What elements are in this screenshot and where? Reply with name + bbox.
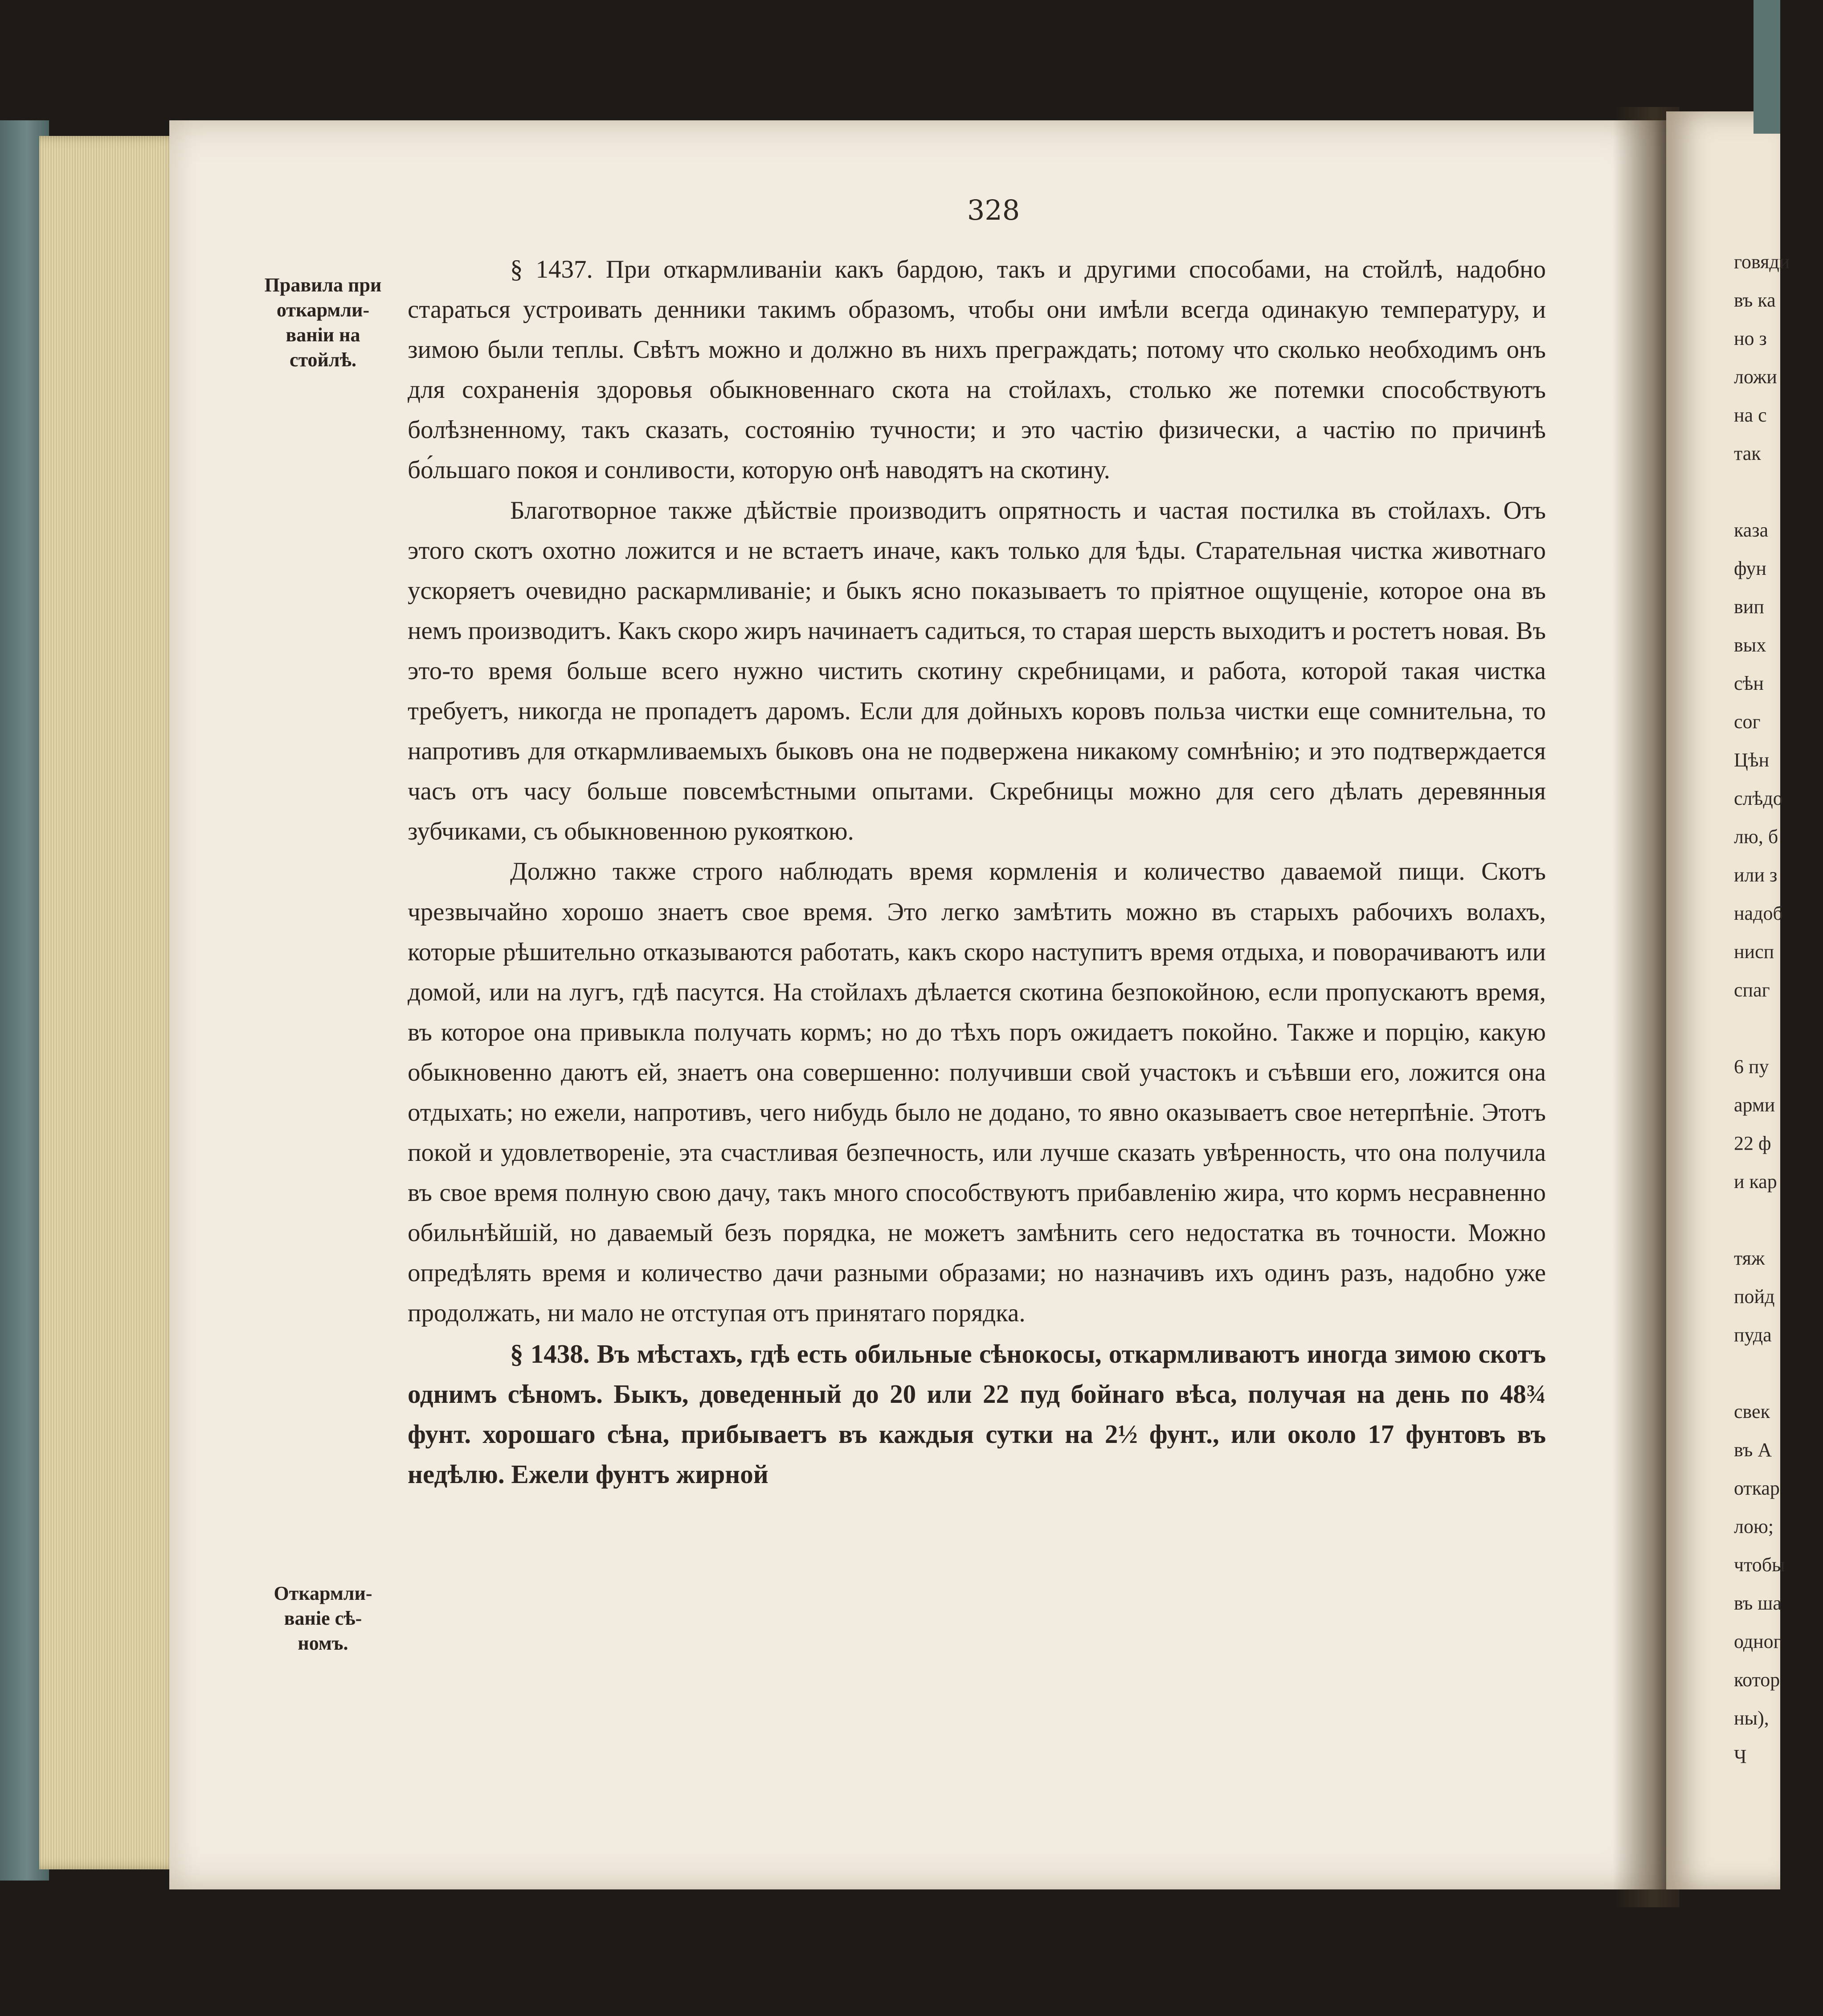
facing-page-line: свек: [1734, 1401, 1770, 1422]
facing-page-line: Ч: [1734, 1746, 1747, 1767]
paragraph-cleanliness: Благотворное также дѣйствіе производитъ опрятность и частая постилка въ стойлахъ. Отъ этого скотъ охотно ложится и не встаетъ иначе, какъ только для ѣды. Старательная чистка животнаго ускоряетъ очевидно раскармливаніе; и быкъ ясно показываетъ то пріятное ощущеніе, которое она въ немъ производитъ. Какъ скоро жиръ начинаетъ садиться, то старая шерсть выходитъ и ростетъ новая. Въ это-то время больше всего нужно чистить скотину скребницами, и работа, которой такая чистка требуетъ, никогда не пропадетъ даромъ. Если для дойныхъ коровъ польза чистки еще сомнительна, то напротивъ для откармливаемыхъ быковъ она не подвержена никакому сомнѣнію; и это подтверждается часъ отъ часу больше повсемѣстными опытами. Скребницы можно для сего дѣлать деревянныя зубчиками, съ обыкновенною рукояткою.: [408, 496, 1546, 846]
facing-page-line: слѣдо: [1734, 787, 1783, 809]
facing-page-line: [1734, 1009, 1823, 1048]
facing-page-line: или з: [1734, 864, 1778, 886]
facing-page-line: котор: [1734, 1669, 1780, 1691]
facing-page-line: сог: [1734, 711, 1761, 733]
facing-page-line: фун: [1734, 557, 1766, 579]
facing-page-line: надоб: [1734, 902, 1783, 924]
page-body: [408, 250, 1546, 1494]
facing-page-line: лю, б: [1734, 826, 1778, 848]
facing-page-line: арми: [1734, 1094, 1775, 1116]
paragraph-feeding-time: Должно также строго наблюдать время кормленія и количество даваемой пищи. Скотъ чрезвычайно хорошо знаетъ свое время. Это легко замѣтить можно въ старыхъ рабочихъ волахъ, которые рѣшительно отказываются работать, какъ скоро наступитъ время отдыха, и поворачиваютъ или домой, или на лугъ, гдѣ пасутся. На стойлахъ дѣлается скотина безпокойною, если пропускаютъ время, въ которое она привыкла получать кормъ; но до тѣхъ поръ ожидаетъ покойно. Также и порцію, какую обыкновенно даютъ ей, знаетъ она совершенно: получивши свой участокъ и съѣвши его, ложится она отдыхать; но ежели, напротивъ, чего нибудь было не додано, то явно оказываетъ свое нетерпѣніе. Этотъ покой и удовлетвореніе, эта счастливая безпечность, или лучше сказать увѣренность, что она получила въ свое время полную свою дачу, такъ много способствуютъ прибавленію жира, что кормъ несравненно обильнѣйшій, но даваемый безъ порядка, не можетъ замѣнить сего недостатка въ точности. Можно опредѣлять время и количество дачи разными образами; но назначивъ ихъ одинъ разъ, надобно уже продолжать, ни мало не отступая отъ принятаго порядка.: [408, 857, 1546, 1328]
facing-page-text: [1734, 243, 1823, 1776]
facing-page-line: [1734, 1354, 1823, 1393]
facing-page-line: нисп: [1734, 941, 1774, 963]
facing-page-line: [1734, 473, 1823, 511]
facing-page-line: каза: [1734, 519, 1769, 541]
facing-page-line: и кар: [1734, 1171, 1777, 1192]
facing-page-line: чтобы: [1734, 1554, 1785, 1576]
facing-page-line: 22 ф: [1734, 1132, 1771, 1154]
facing-page-line: ложи: [1734, 366, 1777, 388]
facing-page-line: так: [1734, 443, 1761, 464]
paragraph-1437: § 1437. При откармливаніи какъ бардою, такъ и другими способами, на стойлѣ, надобно стараться устроивать денники такимъ образомъ, чтобы они имѣли всегда одинакую температуру, и зимою были теплы. Свѣтъ можно и должно въ нихъ преграждать; потому что сколько необходимъ онъ для сохраненія здоровья обыкновеннаго скота на стойлахъ, столько же потемки способствуютъ болѣзненному, такъ сказать, состоянію тучности; и это частію физически, а частію по причинѣ бо́льшаго покоя и сонливости, которую онѣ наводятъ на скотину.: [408, 255, 1546, 484]
facing-page-line: говяди: [1734, 251, 1790, 273]
facing-page-line: спаг: [1734, 979, 1770, 1001]
facing-page-line: на с: [1734, 404, 1767, 426]
facing-page-line: Цѣн: [1734, 749, 1770, 771]
facing-page-line: сѣн: [1734, 672, 1764, 694]
page-number: 328: [967, 194, 1020, 226]
facing-page-line: 6 пу: [1734, 1056, 1769, 1078]
margin-note-stall-rules: Правила при откармли-ваніи на стойлѣ.: [264, 274, 382, 371]
facing-page-line: пойд: [1734, 1286, 1775, 1307]
facing-page-line: лою;: [1734, 1516, 1774, 1537]
facing-page-line: въ ка: [1734, 289, 1776, 311]
facing-page-line: въ А: [1734, 1439, 1772, 1461]
facing-page-line: вип: [1734, 596, 1764, 618]
facing-page-line: вых: [1734, 634, 1766, 656]
facing-page-line: пуда: [1734, 1324, 1772, 1346]
facing-page-line: ны),: [1734, 1707, 1769, 1729]
facing-page-line: одног: [1734, 1631, 1782, 1652]
margin-note-hay-fattening: Откармли-ваніе сѣ-номъ.: [274, 1582, 372, 1654]
facing-page-line: [1734, 1201, 1823, 1239]
facing-page-line: въ ша: [1734, 1592, 1782, 1614]
page-edge-stack: [39, 136, 181, 1869]
facing-page-line: откар: [1734, 1477, 1780, 1499]
facing-page-line: но з: [1734, 328, 1767, 349]
paragraph-1438: § 1438. Въ мѣстахъ, гдѣ есть обильные сѣнокосы, откармливаютъ иногда зимою скотъ однимъ сѣномъ. Быкъ, доведенный до 20 или 22 пуд бойнаго вѣса, получая на день по 48¾ фунт. хорошаго сѣна, прибываетъ въ каждыя сутки на 2½ фунт., или около 17 фунтовъ въ недѣлю. Ежели фунтъ жирной: [408, 1339, 1546, 1489]
facing-page-line: тяж: [1734, 1247, 1765, 1269]
right-book-cover: [1754, 0, 1780, 134]
